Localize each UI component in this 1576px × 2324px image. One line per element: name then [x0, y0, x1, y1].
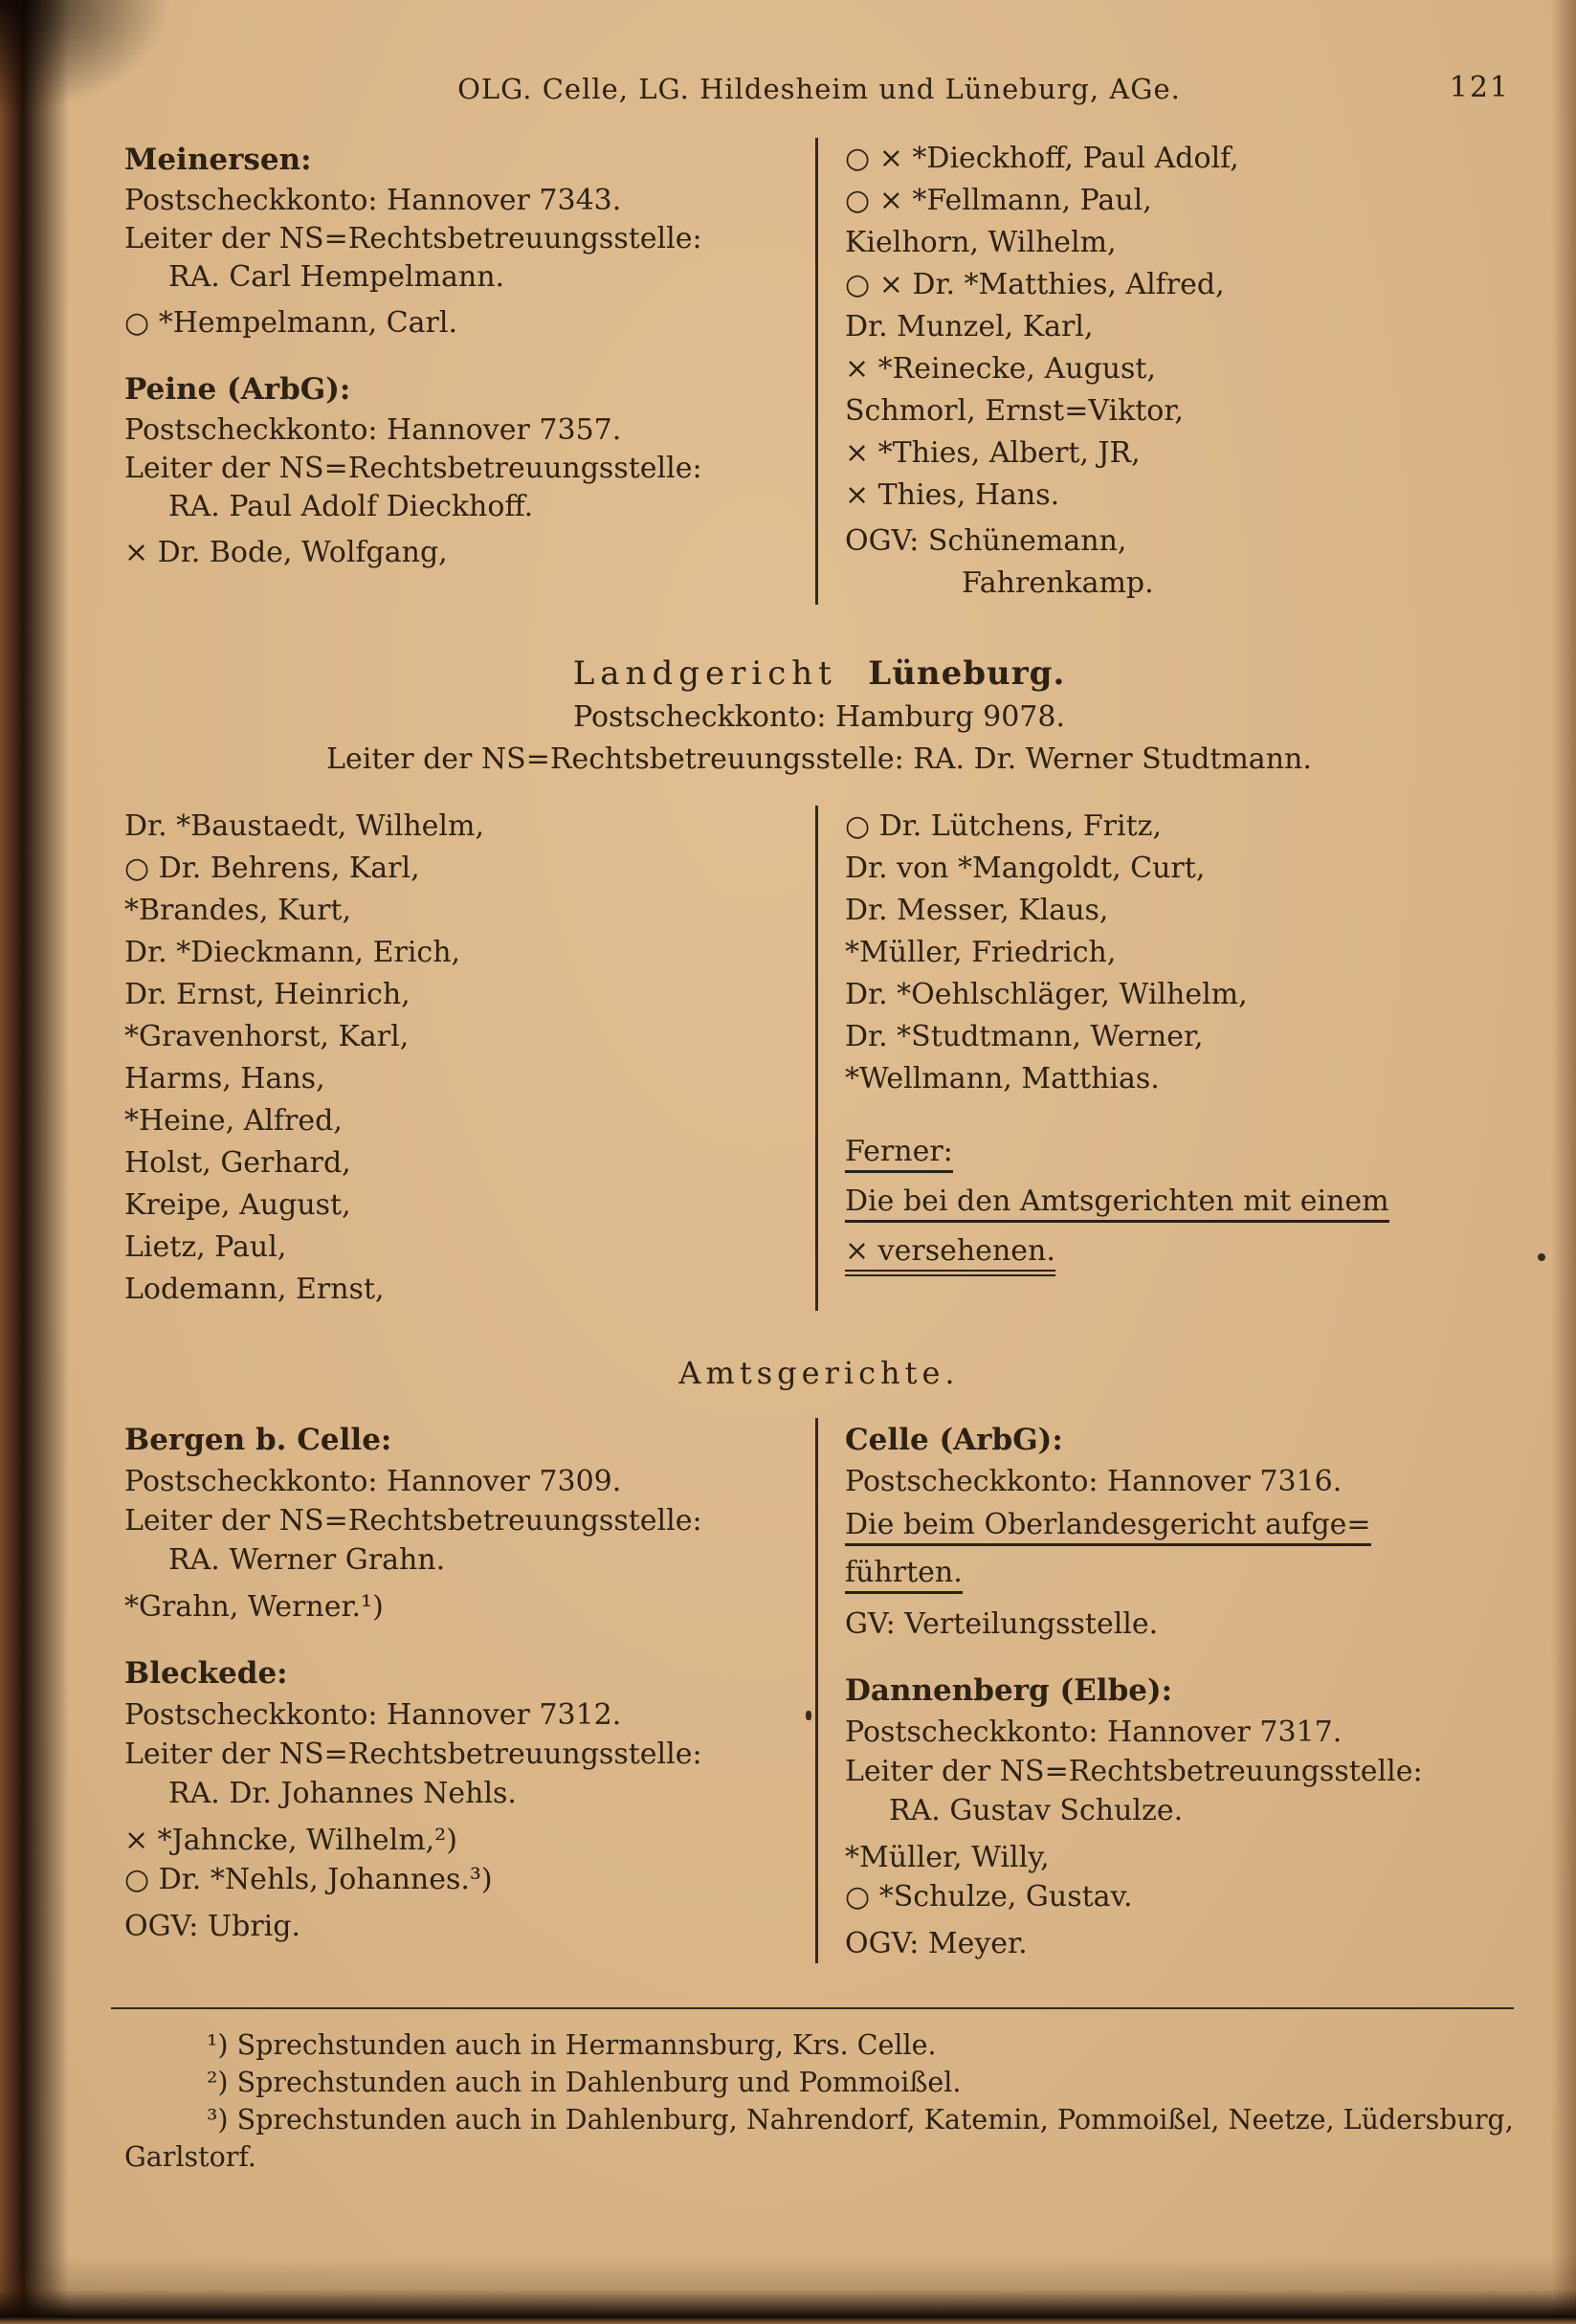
attorney-line: Dr. *Baustaedt, Wilhelm, [124, 809, 484, 843]
footnote: ²) Sprechstunden auch in Dahlenburg und Pommoißel. [207, 2067, 962, 2098]
attorney-line: *Gravenhorst, Karl, [124, 1020, 410, 1053]
attorney-line: ○ *Hempelmann, Carl. [124, 306, 457, 340]
leiter-name-line: RA. Dr. Johannes Nehls. [168, 1777, 517, 1810]
attorney-line: Holst, Gerhard, [124, 1146, 351, 1180]
postscheck-line: Postscheckkonto: Hannover 7309. [124, 1465, 622, 1498]
amtsgerichte-right-column [818, 1418, 1514, 1963]
leiter-line: Leiter der NS=Rechtsbetreuungsstelle: [124, 452, 702, 485]
attorney-line: Lodemann, Ernst, [124, 1273, 385, 1306]
top-right-column [818, 138, 1514, 605]
entry-title: Dannenberg (Elbe): [845, 1673, 1173, 1708]
attorney-line: *Heine, Alfred, [124, 1104, 343, 1138]
paper-speck [806, 1711, 811, 1720]
leiter-center-line: Leiter der NS=Rechtsbetreuungsstelle: RA. Dr. Werner Studtmann. [326, 742, 1312, 776]
entry-meinersen [124, 138, 792, 343]
leiter-line: Leiter der NS=Rechtsbetreuungsstelle: [124, 1504, 702, 1538]
attorney-line: ○ × *Fellmann, Paul, [845, 184, 1152, 217]
attorney-line: ○ Dr. Behrens, Karl, [124, 852, 420, 885]
entry-title: Bleckede: [124, 1656, 288, 1691]
attorney-line: ○ Dr. Lütchens, Fritz, [845, 809, 1162, 843]
attorney-line: ○ × Dr. *Matthies, Alfred, [845, 268, 1225, 301]
attorney-line: Dr. Munzel, Karl, [845, 310, 1094, 343]
attorney-line: Dr. *Studtmann, Werner, [845, 1020, 1204, 1053]
ferner-line-text: × versehenen. [845, 1234, 1055, 1276]
entry-title: Bergen b. Celle: [124, 1423, 392, 1457]
amtsgerichte-left-column [124, 1418, 815, 1963]
entry-title: Peine (ArbG): [124, 372, 351, 407]
attorney-line: *Wellmann, Matthias. [845, 1062, 1160, 1096]
entry-dannenberg [845, 1669, 1514, 1963]
gv-line: GV: Verteilungsstelle. [845, 1607, 1159, 1641]
leiter-name-line: RA. Werner Grahn. [168, 1543, 446, 1577]
heading-word: Landgericht [572, 654, 837, 693]
leiter-line: Leiter der NS=Rechtsbetreuungsstelle: [124, 222, 702, 255]
entry-title: Celle (ArbG): [845, 1423, 1063, 1457]
entry-bleckede [124, 1651, 792, 1946]
attorney-line: Dr. *Oehlschläger, Wilhelm, [845, 978, 1248, 1011]
ferner-line-text: Die bei den Amtsgerichten mit einem [845, 1184, 1389, 1223]
leiter-name-line: RA. Carl Hempelmann. [168, 260, 505, 294]
ogv-line: OGV: Schünemann, [845, 524, 1127, 558]
lueneburg-right-column [818, 806, 1514, 1311]
paper-speck [1538, 1253, 1545, 1261]
ferner-line [845, 1227, 1514, 1276]
leiter-name-line: RA. Gustav Schulze. [889, 1794, 1184, 1827]
page-bottom-edge [0, 2255, 1576, 2324]
reference-text: Die beim Oberlandesgericht aufge= [845, 1508, 1371, 1546]
ferner-title-text: Ferner: [845, 1135, 953, 1173]
amtsgerichte-section [124, 1418, 1514, 1963]
entry-peine [124, 367, 792, 572]
attorney-line: *Grahn, Werner.¹) [124, 1590, 384, 1624]
attorney-line: Kreipe, August, [124, 1188, 351, 1222]
heading-word-bold: Lüneburg. [868, 654, 1066, 693]
attorney-line: × *Thies, Albert, JR, [845, 436, 1141, 470]
postscheck-line: Postscheckkonto: Hannover 7317. [845, 1715, 1343, 1749]
ogv-line: OGV: Meyer. [845, 1927, 1028, 1960]
lueneburg-left-column [124, 806, 815, 1311]
ogv-line: Fahrenkamp. [962, 566, 1154, 600]
footnotes [124, 2026, 1514, 2176]
binding-shadow [0, 0, 69, 2324]
attorney-line: × *Reinecke, August, [845, 352, 1156, 386]
attorney-line: *Brandes, Kurt, [124, 894, 352, 927]
attorney-line: Dr. *Dieckmann, Erich, [124, 936, 461, 969]
header-title: OLG. Celle, LG. Hildesheim und Lüneburg, AGe. [457, 73, 1181, 105]
attorney-line: Dr. Ernst, Heinrich, [124, 978, 411, 1011]
attorney-line: Kielhorn, Wilhelm, [845, 226, 1117, 259]
leiter-name-line: RA. Paul Adolf Dieckhoff. [168, 490, 534, 523]
postscheck-line: Postscheckkonto: Hannover 7312. [124, 1698, 622, 1732]
page-content [124, 0, 1514, 2176]
reference-text: führten. [845, 1556, 963, 1594]
ferner-note [845, 1127, 1514, 1276]
attorney-line: *Müller, Willy, [845, 1841, 1050, 1874]
attorney-line: × Thies, Hans. [845, 478, 1060, 512]
top-left-column [124, 138, 815, 605]
attorney-line: Lietz, Paul, [124, 1230, 287, 1264]
section-heading-amtsgerichte: Amtsgerichte. [678, 1355, 960, 1391]
reference-line [845, 1501, 1514, 1549]
page-right-edge [1551, 0, 1576, 2324]
footnote: ³) Sprechstunden auch in Dahlenburg, Nahrendorf, Katemin, Pommoißel, Neetze, Lüdersburg, Garlstorf. [124, 2104, 1514, 2173]
heading-space [848, 654, 858, 693]
postscheck-line: Postscheckkonto: Hannover 7343. [124, 184, 622, 217]
page-number: 121 [1449, 71, 1510, 104]
leiter-line: Leiter der NS=Rechtsbetreuungsstelle: [124, 1737, 702, 1771]
footnote-rule [111, 2007, 1514, 2009]
section-heading-landgericht [124, 651, 1514, 697]
entry-celle-arbg [845, 1418, 1514, 1644]
postscheck-line: Postscheckkonto: Hannover 7316. [845, 1465, 1343, 1498]
attorney-line: Dr. von *Mangoldt, Curt, [845, 852, 1206, 885]
attorney-line: ○ Dr. *Nehls, Johannes.³) [124, 1863, 493, 1896]
attorney-line: Schmorl, Ernst=Viktor, [845, 394, 1184, 428]
footnote: ¹) Sprechstunden auch in Hermannsburg, Krs. Celle. [207, 2029, 937, 2061]
attorney-line: × Dr. Bode, Wolfgang, [124, 536, 448, 569]
attorney-line: × *Jahncke, Wilhelm,²) [124, 1824, 457, 1857]
postscheck-center-line: Postscheckkonto: Hamburg 9078. [572, 700, 1066, 734]
entry-bergen [124, 1418, 792, 1627]
attorney-line: ○ × *Dieckhoff, Paul Adolf, [845, 142, 1239, 175]
top-section [124, 138, 1514, 605]
entry-title: Meinersen: [124, 143, 312, 177]
attorney-line: ○ *Schulze, Gustav. [845, 1880, 1133, 1914]
postscheck-line: Postscheckkonto: Hannover 7357. [124, 413, 622, 447]
ferner-title [845, 1127, 1514, 1177]
attorney-line: *Müller, Friedrich, [845, 936, 1117, 969]
leiter-line: Leiter der NS=Rechtsbetreuungsstelle: [845, 1755, 1423, 1788]
reference-line [845, 1549, 1514, 1597]
attorney-line: Harms, Hans, [124, 1062, 325, 1096]
ogv-line: OGV: Ubrig. [124, 1910, 301, 1943]
ferner-line [845, 1177, 1514, 1227]
lueneburg-section [124, 806, 1514, 1311]
attorney-line: Dr. Messer, Klaus, [845, 894, 1109, 927]
running-header [124, 73, 1514, 113]
